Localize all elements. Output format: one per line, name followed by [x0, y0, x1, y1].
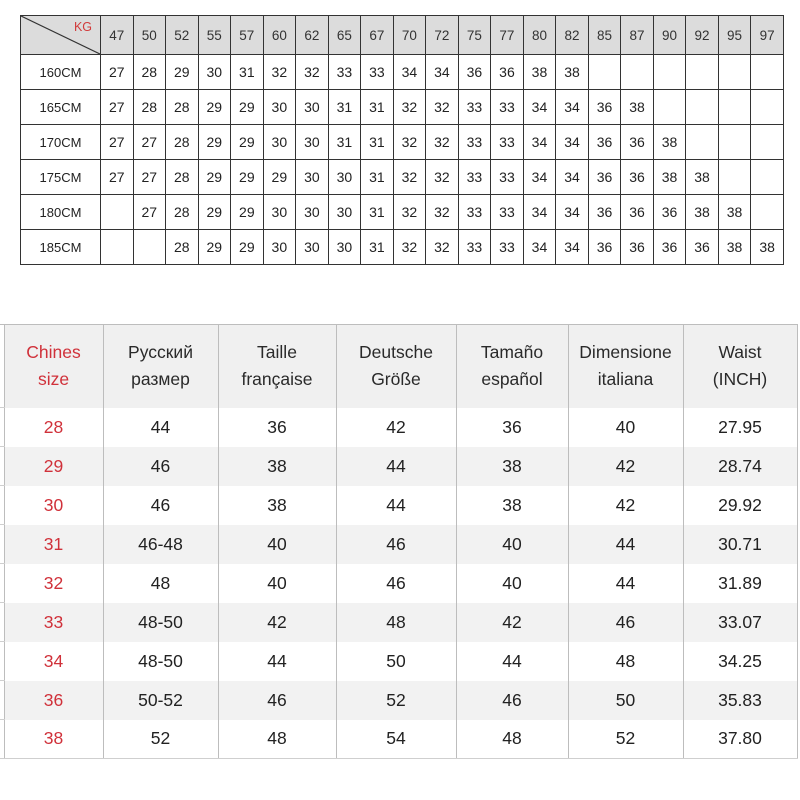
weight-header-cell: 70 [393, 16, 426, 55]
french-size-cell: 38 [218, 447, 336, 486]
size-cell: 29 [198, 160, 231, 195]
size-cell: 33 [361, 55, 394, 90]
size-cell: 36 [588, 125, 621, 160]
size-cell: 38 [556, 55, 589, 90]
header-line-2: (INCH) [712, 369, 768, 390]
size-cell [101, 230, 134, 265]
size-cell: 34 [523, 230, 556, 265]
chinese-size-cell: 29 [4, 447, 103, 486]
weight-header-cell: 47 [101, 16, 134, 55]
french-size-cell: 46 [218, 681, 336, 720]
spanish-size-cell: 48 [456, 720, 568, 759]
chinese-size-cell: 31 [4, 525, 103, 564]
size-cell: 32 [426, 90, 459, 125]
size-cell: 29 [231, 160, 264, 195]
weight-header-cell: 80 [523, 16, 556, 55]
size-cell: 29 [231, 125, 264, 160]
weight-header-cell: 75 [458, 16, 491, 55]
international-size-conversion-table [0, 324, 798, 759]
size-cell: 34 [556, 230, 589, 265]
size-cell: 36 [686, 230, 719, 265]
chinese-size-cell: 34 [4, 642, 103, 681]
size-cell: 36 [588, 160, 621, 195]
size-cell: 30 [328, 230, 361, 265]
table-row [21, 195, 784, 230]
size-cell: 31 [361, 125, 394, 160]
size-cell [653, 55, 686, 90]
size-cell: 31 [328, 125, 361, 160]
italian-size-header [568, 325, 683, 408]
table-row [21, 55, 784, 90]
italian-size-cell: 40 [568, 408, 683, 447]
waist-inch-header [683, 325, 797, 408]
size-cell [686, 55, 719, 90]
german-size-header [336, 325, 456, 408]
size-cell: 29 [198, 125, 231, 160]
size-cell: 32 [426, 195, 459, 230]
size-cell: 31 [328, 90, 361, 125]
size-cell: 38 [686, 160, 719, 195]
table-row [21, 125, 784, 160]
size-cell: 36 [588, 230, 621, 265]
weight-header-cell: 82 [556, 16, 589, 55]
size-cell: 33 [328, 55, 361, 90]
size-cell: 30 [263, 125, 296, 160]
size-cell: 30 [328, 160, 361, 195]
header-line-1: Русский [128, 342, 193, 363]
size-cell [751, 195, 784, 230]
russian-size-cell: 46 [103, 447, 218, 486]
table-row [0, 564, 797, 603]
table-row [0, 447, 797, 486]
weight-header-cell: 55 [198, 16, 231, 55]
french-size-cell: 48 [218, 720, 336, 759]
header-line-2: size [37, 369, 70, 390]
spanish-size-cell: 38 [456, 447, 568, 486]
weight-header-cell: 85 [588, 16, 621, 55]
size-cell: 34 [523, 90, 556, 125]
size-cell: 32 [393, 195, 426, 230]
header-line-2: italiana [597, 369, 654, 390]
size-cell: 36 [621, 230, 654, 265]
size-cell: 30 [296, 160, 329, 195]
size-cell: 31 [361, 195, 394, 230]
chinese-size-cell: 30 [4, 486, 103, 525]
size-cell: 33 [458, 195, 491, 230]
size-cell [718, 125, 751, 160]
size-cell: 38 [653, 160, 686, 195]
header-line-1: Tamaño [480, 342, 544, 363]
size-cell: 34 [393, 55, 426, 90]
size-cell: 29 [231, 195, 264, 230]
size-cell: 28 [133, 90, 166, 125]
size-cell: 36 [491, 55, 524, 90]
russian-size-cell: 48-50 [103, 603, 218, 642]
corner-cell [21, 16, 101, 55]
size-cell: 33 [491, 125, 524, 160]
spanish-size-header [456, 325, 568, 408]
size-cell: 31 [361, 160, 394, 195]
size-cell: 28 [166, 125, 199, 160]
weight-header-cell: 67 [361, 16, 394, 55]
height-label: 180CM [21, 195, 101, 230]
russian-size-header [103, 325, 218, 408]
spanish-size-cell: 44 [456, 642, 568, 681]
size-cell: 33 [458, 90, 491, 125]
header-line-1: Taille [257, 342, 297, 363]
weight-header-cell: 95 [718, 16, 751, 55]
size-cell: 29 [231, 230, 264, 265]
size-cell: 30 [328, 195, 361, 230]
german-size-cell: 44 [336, 486, 456, 525]
size-cell: 33 [458, 160, 491, 195]
size-cell: 32 [393, 160, 426, 195]
size-cell: 29 [263, 160, 296, 195]
size-cell: 33 [491, 195, 524, 230]
table-row [0, 603, 797, 642]
size-cell: 34 [523, 195, 556, 230]
size-cell [686, 90, 719, 125]
size-cell: 33 [458, 125, 491, 160]
size-cell: 34 [523, 125, 556, 160]
kg-axis-label: KG [73, 20, 92, 34]
header-line-1: Waist [718, 342, 762, 363]
size-cell: 33 [458, 230, 491, 265]
waist-inch-cell: 28.74 [683, 447, 797, 486]
spanish-size-cell: 42 [456, 603, 568, 642]
russian-size-cell: 44 [103, 408, 218, 447]
size-cell: 32 [426, 160, 459, 195]
size-cell: 30 [296, 230, 329, 265]
size-cell: 29 [198, 90, 231, 125]
table-row [0, 681, 797, 720]
italian-size-cell: 42 [568, 486, 683, 525]
size-cell: 27 [101, 160, 134, 195]
french-size-cell: 42 [218, 603, 336, 642]
size-cell: 32 [296, 55, 329, 90]
size-cell [751, 55, 784, 90]
weight-header-cell: 50 [133, 16, 166, 55]
size-cell: 36 [621, 125, 654, 160]
size-cell: 31 [361, 90, 394, 125]
header-line-1: Dimensione [579, 342, 672, 363]
size-cell: 28 [166, 160, 199, 195]
size-cell: 27 [101, 55, 134, 90]
chinese-size-header [4, 325, 103, 408]
size-cell: 34 [556, 90, 589, 125]
size-cell [653, 90, 686, 125]
size-cell: 38 [751, 230, 784, 265]
italian-size-cell: 46 [568, 603, 683, 642]
italian-size-cell: 48 [568, 642, 683, 681]
size-cell: 34 [556, 160, 589, 195]
size-cell [588, 55, 621, 90]
height-label: 160CM [21, 55, 101, 90]
russian-size-cell: 46-48 [103, 525, 218, 564]
russian-size-cell: 48-50 [103, 642, 218, 681]
russian-size-cell: 50-52 [103, 681, 218, 720]
size-cell: 36 [653, 230, 686, 265]
size-cell: 34 [556, 195, 589, 230]
weight-header-cell: 97 [751, 16, 784, 55]
italian-size-cell: 44 [568, 525, 683, 564]
size-cell: 32 [393, 230, 426, 265]
waist-inch-cell: 29.92 [683, 486, 797, 525]
size-cell: 30 [296, 90, 329, 125]
german-size-cell: 44 [336, 447, 456, 486]
size-cell [751, 160, 784, 195]
size-cell: 29 [198, 195, 231, 230]
russian-size-cell: 46 [103, 486, 218, 525]
weight-header-cell: 92 [686, 16, 719, 55]
spanish-size-cell: 40 [456, 564, 568, 603]
height-label: 165CM [21, 90, 101, 125]
weight-header-cell: 90 [653, 16, 686, 55]
chinese-size-cell: 28 [4, 408, 103, 447]
size-cell [718, 90, 751, 125]
size-cell: 31 [361, 230, 394, 265]
french-size-cell: 38 [218, 486, 336, 525]
italian-size-cell: 44 [568, 564, 683, 603]
size-cell [718, 160, 751, 195]
spanish-size-cell: 36 [456, 408, 568, 447]
size-cell: 38 [653, 125, 686, 160]
size-cell: 30 [296, 195, 329, 230]
german-size-cell: 50 [336, 642, 456, 681]
size-cell [101, 195, 134, 230]
table-row [0, 486, 797, 525]
header-line-2: размер [131, 369, 190, 390]
table-row [0, 720, 797, 759]
weight-header-cell: 57 [231, 16, 264, 55]
size-cell: 38 [718, 230, 751, 265]
size-cell: 36 [458, 55, 491, 90]
size-cell: 28 [166, 195, 199, 230]
french-size-header [218, 325, 336, 408]
italian-size-cell: 50 [568, 681, 683, 720]
russian-size-cell: 48 [103, 564, 218, 603]
size-cell: 29 [231, 90, 264, 125]
size-cell: 27 [133, 125, 166, 160]
conversion-header-row [0, 325, 797, 408]
italian-size-cell: 42 [568, 447, 683, 486]
size-cell: 34 [426, 55, 459, 90]
waist-inch-cell: 34.25 [683, 642, 797, 681]
size-cell: 34 [556, 125, 589, 160]
size-cell: 36 [588, 195, 621, 230]
size-cell: 38 [686, 195, 719, 230]
size-cell: 32 [393, 125, 426, 160]
size-cell: 32 [426, 230, 459, 265]
waist-inch-cell: 30.71 [683, 525, 797, 564]
size-cell: 32 [263, 55, 296, 90]
size-cell: 34 [523, 160, 556, 195]
size-cell [751, 90, 784, 125]
waist-inch-cell: 33.07 [683, 603, 797, 642]
weight-header-row [21, 16, 784, 55]
size-cell: 30 [263, 195, 296, 230]
size-cell [751, 125, 784, 160]
weight-header-cell: 87 [621, 16, 654, 55]
spanish-size-cell: 46 [456, 681, 568, 720]
size-cell: 28 [133, 55, 166, 90]
table-row [21, 230, 784, 265]
weight-header-cell: 65 [328, 16, 361, 55]
size-cell: 32 [393, 90, 426, 125]
size-cell: 33 [491, 230, 524, 265]
table-row [21, 160, 784, 195]
weight-header-cell: 60 [263, 16, 296, 55]
size-cell: 29 [166, 55, 199, 90]
size-cell: 30 [263, 90, 296, 125]
weight-header-cell: 62 [296, 16, 329, 55]
german-size-cell: 54 [336, 720, 456, 759]
table-row [0, 525, 797, 564]
size-cell: 30 [296, 125, 329, 160]
chinese-size-cell: 36 [4, 681, 103, 720]
size-cell: 38 [523, 55, 556, 90]
german-size-cell: 42 [336, 408, 456, 447]
table-row [0, 408, 797, 447]
height-label: 170CM [21, 125, 101, 160]
size-cell: 36 [621, 195, 654, 230]
weight-header-cell: 72 [426, 16, 459, 55]
height-weight-size-table [20, 15, 784, 265]
table-row [21, 90, 784, 125]
waist-inch-cell: 35.83 [683, 681, 797, 720]
size-cell: 27 [133, 160, 166, 195]
size-cell: 27 [101, 90, 134, 125]
waist-inch-cell: 31.89 [683, 564, 797, 603]
weight-header-cell: 52 [166, 16, 199, 55]
german-size-cell: 46 [336, 564, 456, 603]
size-cell [621, 55, 654, 90]
size-cell: 33 [491, 90, 524, 125]
header-line-1: Deutsche [359, 342, 433, 363]
chinese-size-cell: 38 [4, 720, 103, 759]
size-cell: 31 [231, 55, 264, 90]
size-cell: 36 [588, 90, 621, 125]
size-cell: 36 [653, 195, 686, 230]
size-cell: 38 [621, 90, 654, 125]
weight-header-cell: 77 [491, 16, 524, 55]
size-cell [718, 55, 751, 90]
size-cell: 33 [491, 160, 524, 195]
waist-inch-cell: 27.95 [683, 408, 797, 447]
height-label: 185CM [21, 230, 101, 265]
spanish-size-cell: 40 [456, 525, 568, 564]
header-line-2: française [241, 369, 313, 390]
italian-size-cell: 52 [568, 720, 683, 759]
header-line-1: Chines [26, 342, 81, 363]
size-cell: 28 [166, 90, 199, 125]
german-size-cell: 46 [336, 525, 456, 564]
french-size-cell: 40 [218, 564, 336, 603]
french-size-cell: 36 [218, 408, 336, 447]
size-cell: 30 [263, 230, 296, 265]
spanish-size-cell: 38 [456, 486, 568, 525]
table-row [0, 642, 797, 681]
french-size-cell: 44 [218, 642, 336, 681]
size-cell: 30 [198, 55, 231, 90]
size-cell [133, 230, 166, 265]
size-cell [686, 125, 719, 160]
size-cell: 36 [621, 160, 654, 195]
header-line-2: Größe [371, 369, 421, 390]
german-size-cell: 52 [336, 681, 456, 720]
size-cell: 28 [166, 230, 199, 265]
chinese-size-cell: 32 [4, 564, 103, 603]
height-label: 175CM [21, 160, 101, 195]
french-size-cell: 40 [218, 525, 336, 564]
chinese-size-cell: 33 [4, 603, 103, 642]
waist-inch-cell: 37.80 [683, 720, 797, 759]
header-line-2: español [481, 369, 543, 390]
size-cell: 29 [198, 230, 231, 265]
german-size-cell: 48 [336, 603, 456, 642]
size-cell: 38 [718, 195, 751, 230]
size-cell: 27 [101, 125, 134, 160]
russian-size-cell: 52 [103, 720, 218, 759]
size-cell: 32 [426, 125, 459, 160]
size-cell: 27 [133, 195, 166, 230]
